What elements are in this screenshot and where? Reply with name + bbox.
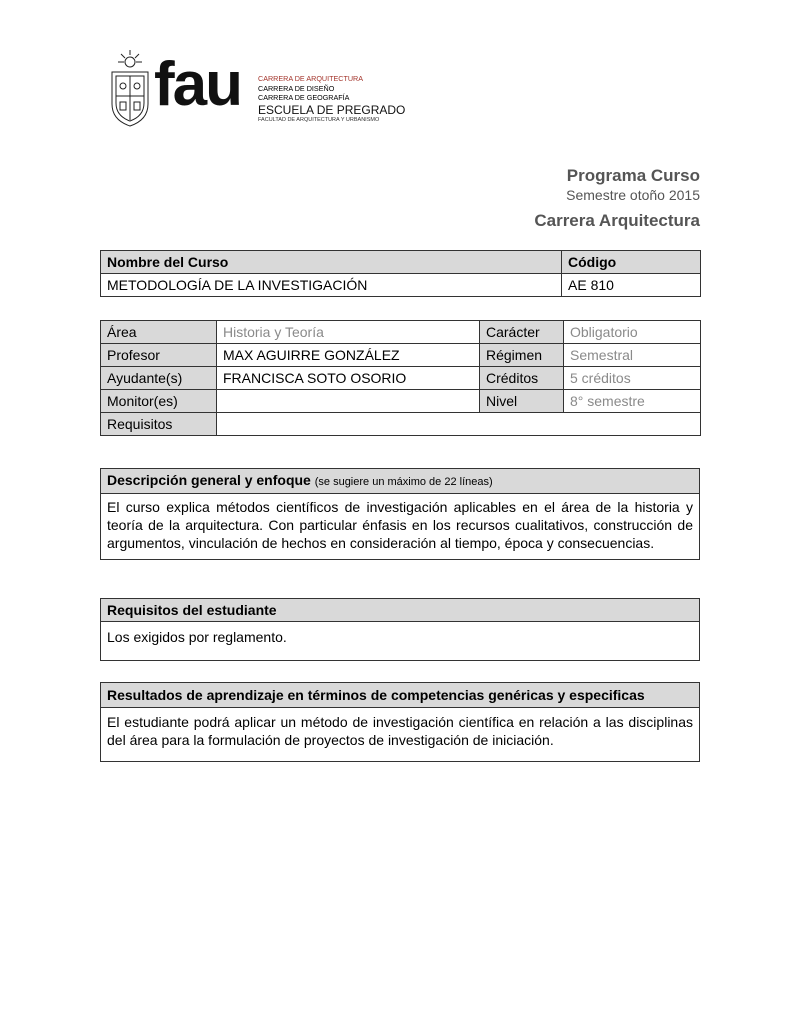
credits-value: 5 créditos — [564, 367, 701, 390]
learning-outcomes-header: Resultados de aprendizaje en términos de competencias genéricas y especificas — [101, 683, 700, 708]
character-label: Carácter — [480, 321, 564, 344]
course-table — [100, 250, 701, 297]
logo-line-design: CARRERA DE DISEÑO — [258, 83, 335, 93]
assistant-value: FRANCISCA SOTO OSORIO — [217, 367, 480, 390]
table-row — [101, 683, 700, 708]
student-requirements-header: Requisitos del estudiante — [101, 599, 700, 622]
credits-label: Créditos — [480, 367, 564, 390]
monitor-value — [217, 390, 480, 413]
professor-value: MAX AGUIRRE GONZÁLEZ — [217, 344, 480, 367]
learning-outcomes-body: El estudiante podrá aplicar un método de investigación científica en relación a las disciplinas del área para la formulación de proyectos de investigación de iniciación. — [101, 708, 700, 762]
table-row — [101, 321, 701, 344]
table-row — [101, 622, 700, 661]
table-row — [101, 599, 700, 622]
area-value: Historia y Teoría — [217, 321, 480, 344]
description-body: El curso explica métodos científicos de investigación aplicables en el área de la historia y teoría de la arquitectura. Con particular énfasis en los recursos cualitativos, construcción de argumentos, vinculación de hechos en consideración al tiempo, época y consecuencias. — [101, 494, 700, 560]
learning-outcomes-table — [100, 682, 700, 762]
fau-logo — [108, 48, 406, 130]
description-table — [100, 468, 700, 560]
career-title: Carrera Arquitectura — [534, 211, 700, 230]
level-value: 8° semestre — [564, 390, 701, 413]
student-requirements-body: Los exigidos por reglamento. — [101, 622, 700, 661]
logo-line-architecture: CARRERA DE ARQUITECTURA — [258, 74, 364, 83]
table-row — [101, 390, 701, 413]
logo-line-faculty: FACULTAD DE ARQUITECTURA Y URBANISMO — [258, 116, 380, 123]
regime-value: Semestral — [564, 344, 701, 367]
monitor-label: Monitor(es) — [101, 390, 217, 413]
assistant-label: Ayudante(s) — [101, 367, 217, 390]
table-row — [101, 413, 701, 436]
course-name-value: METODOLOGÍA DE LA INVESTIGACIÓN — [101, 274, 562, 297]
university-crest-icon — [108, 48, 152, 128]
semester-label: Semestre otoño 2015 — [566, 187, 700, 203]
course-code-header: Código — [562, 251, 701, 274]
course-code-value: AE 810 — [562, 274, 701, 297]
requirements-value — [217, 413, 701, 436]
professor-label: Profesor — [101, 344, 217, 367]
logo-line-geography: CARRERA DE GEOGRAFÍA — [258, 93, 350, 102]
student-requirements-table — [100, 598, 700, 661]
description-header — [101, 469, 700, 494]
table-row — [101, 494, 700, 560]
requirements-label: Requisitos — [101, 413, 217, 436]
character-value: Obligatorio — [564, 321, 701, 344]
table-row — [101, 274, 701, 297]
area-label: Área — [101, 321, 217, 344]
course-name-header: Nombre del Curso — [101, 251, 562, 274]
description-title: Descripción general y enfoque — [107, 472, 311, 488]
table-row — [101, 469, 700, 494]
table-row — [101, 344, 701, 367]
program-title: Programa Curso — [566, 166, 700, 185]
table-row — [101, 367, 701, 390]
regime-label: Régimen — [480, 344, 564, 367]
description-note: (se sugiere un máximo de 22 líneas) — [314, 476, 493, 488]
details-table — [100, 320, 701, 436]
level-label: Nivel — [480, 390, 564, 413]
table-row — [101, 251, 701, 274]
fau-wordmark: fau — [154, 50, 241, 119]
table-row — [101, 708, 700, 762]
logo-line-school: ESCUELA DE PREGRADO — [258, 102, 406, 117]
